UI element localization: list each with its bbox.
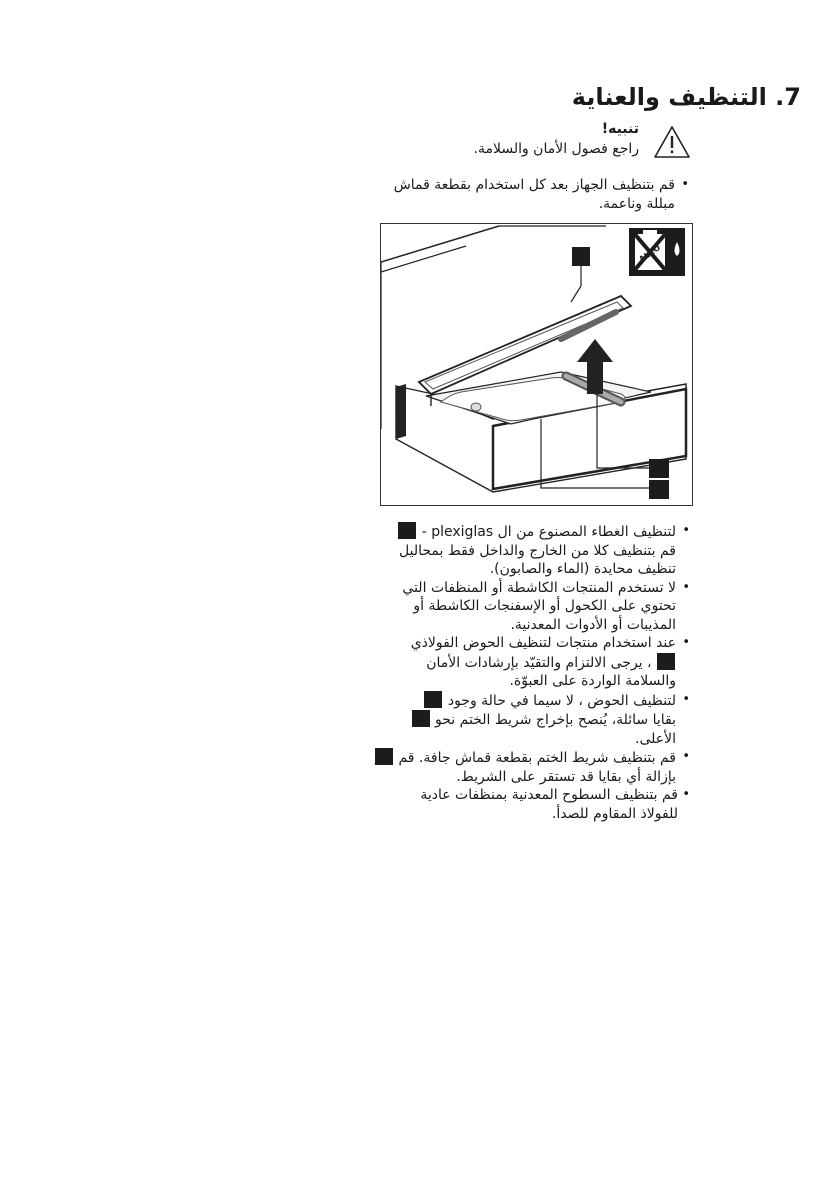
list-item: [372, 579, 692, 635]
intro-line-1: قم بتنظيف الجهاز بعد كل استخدام بقطعة قماش: [393, 177, 675, 193]
list-item: [372, 634, 692, 691]
drawer-illustration: [380, 223, 693, 506]
item-3-line-1: عند استخدام منتجات لتنظيف الحوض الفولاذي: [410, 635, 676, 651]
callout-3-square: [649, 480, 669, 499]
item-3-line-2: ، يرجى الالتزام والتقيّد بإرشادات الأمان: [426, 654, 652, 671]
callout-2-marker: [424, 691, 442, 708]
item-2-line-3: المذيبات أو الأدوات المعدنية.: [510, 616, 676, 633]
list-item: [372, 522, 692, 579]
list-item: [372, 748, 692, 786]
item-1-line-1: لتنظيف الغطاء المصنوع من ال plexiglas -: [421, 524, 676, 540]
warning-triangle-icon: [653, 125, 691, 159]
item-1-line-2: قم بتنظيف كلا من الخارج والداخل فقط بمحاليل: [399, 542, 676, 559]
cleaning-instructions-list: [372, 522, 692, 823]
intro-paragraph: [381, 176, 691, 213]
item-5-line-1: قم بتنظيف شريط الختم بقطعة قماش جافة. قم: [398, 750, 676, 766]
callout-1-square: [572, 247, 590, 266]
callout-3-marker: [412, 710, 430, 727]
callout-1-marker: [398, 522, 416, 539]
warning-text-block: [379, 119, 639, 159]
intro-bullet: [381, 176, 691, 213]
warning-heading: تنبيه!: [601, 121, 639, 137]
warning-body: راجع فصول الأمان والسلامة.: [473, 141, 639, 157]
intro-line-2: مبللة وناعمة.: [598, 195, 675, 212]
item-3-line-3: والسلامة الواردة على العبوّة.: [509, 673, 676, 689]
callout-3-marker: [375, 748, 393, 765]
no-alcohol-icon: [629, 228, 685, 276]
item-4-line-2: بقايا سائلة، يُنصح بإخراج شريط الختم نحو: [435, 712, 676, 728]
callout-2-square: [649, 459, 669, 478]
item-1-line-3: تنظيف محايدة (الماء والصابون).: [489, 561, 676, 577]
list-item: [372, 691, 692, 749]
item-2-line-2: تحتوي على الكحول أو الإسفنجات الكاشطة أو: [413, 598, 676, 614]
callout-2-marker: [657, 653, 675, 670]
item-2-line-1: لا تستخدم المنتجات الكاشطة أو المنظفات التي: [402, 579, 676, 596]
section-title: 7. التنظيف والعناية: [571, 83, 801, 111]
list-item: [372, 786, 692, 823]
item-4-line-3: الأعلى.: [635, 730, 676, 747]
item-6-line-2: للفولاذ المقاوم للصدأ.: [551, 805, 678, 822]
alco-label: ALCO: [637, 243, 663, 265]
item-6-line-1: قم بتنظيف السطوح المعدنية بمنظفات عادية: [420, 787, 678, 803]
item-5-line-2: بإزالة أي بقايا قد تستقر على الشريط.: [456, 768, 676, 785]
item-4-line-1: لتنظيف الحوض ، لا سيما في حالة وجود: [447, 692, 676, 709]
